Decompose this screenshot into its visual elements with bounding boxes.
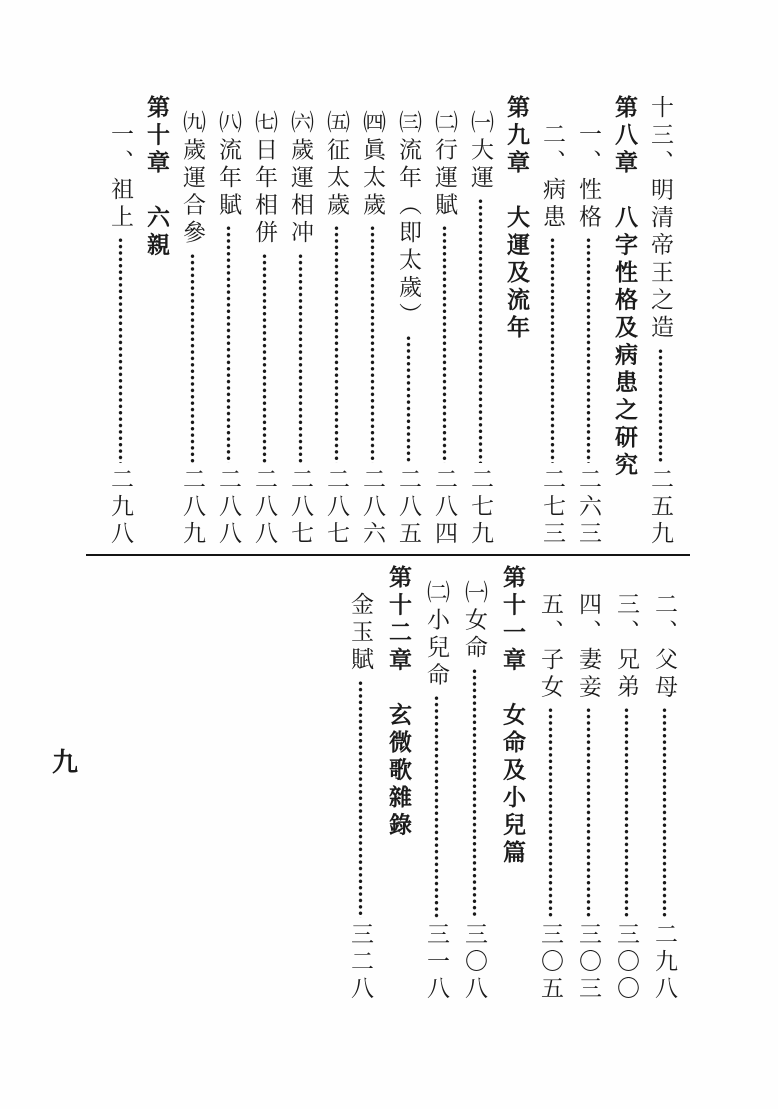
entry-page-number: 二五九 [648, 467, 673, 548]
toc-entry [539, 565, 562, 1003]
entry-label: ㈥歲運相冲 [288, 110, 313, 248]
entry-page-number: 二八六 [360, 467, 385, 548]
entry-label: 第八章 八字性格及病患之研究 [612, 95, 637, 480]
toc-entry [425, 565, 448, 1003]
entry-page-number: 二七三 [540, 467, 565, 548]
entry-page-number: 三〇五 [538, 922, 563, 1003]
toc-entry [653, 565, 676, 1003]
entry-label: 一、祖上 [108, 122, 133, 232]
leader-dots [472, 668, 477, 919]
entry-label: ㈦日年相併 [252, 110, 277, 248]
toc-chapter-heading [505, 95, 528, 548]
leader-dots [624, 707, 629, 918]
leader-dots [226, 225, 231, 463]
toc-entry [649, 95, 672, 548]
entry-label: 第十二章 玄微歌雜錄 [386, 565, 411, 840]
entry-label: ㈤征太歲 [324, 110, 349, 220]
toc-entry [541, 95, 564, 548]
entry-page-number: 三〇三 [576, 922, 601, 1003]
entry-page-number: 三二八 [348, 922, 373, 1003]
entry-label: 第九章 大運及流年 [504, 95, 529, 343]
entry-page-number: 三一八 [424, 922, 449, 1003]
toc-entry [253, 95, 276, 548]
leader-dots [478, 198, 483, 464]
leader-dots [658, 348, 663, 464]
toc-entry [349, 565, 372, 1003]
leader-dots [548, 707, 553, 918]
toc-entry [109, 95, 132, 548]
leader-dots [370, 225, 375, 463]
entry-page-number: 二九八 [108, 467, 133, 548]
leader-dots [662, 707, 667, 918]
toc-entry [325, 95, 348, 548]
entry-label: ㈡小兒命 [424, 580, 449, 690]
leader-dots [586, 237, 591, 463]
entry-label: 第十章 六親 [144, 95, 169, 260]
entry-label: ㈠女命 [462, 580, 487, 663]
toc-entry [361, 95, 384, 548]
leader-dots [550, 237, 555, 463]
entry-page-number: 三〇〇 [614, 922, 639, 1003]
toc-section-bottom [316, 565, 676, 1003]
leader-dots [190, 253, 195, 464]
toc-entry [397, 95, 420, 548]
toc-entry [577, 565, 600, 1003]
leader-dots [358, 680, 363, 919]
entry-label: ㈢流年（即太歲） [396, 110, 421, 330]
entry-label: ㈧流年賦 [216, 110, 241, 220]
entry-page-number: 二八七 [288, 467, 313, 548]
entry-label: ㈣眞太歲 [360, 110, 385, 220]
toc-entry [217, 95, 240, 548]
toc-entry [469, 95, 492, 548]
entry-page-number: 二八五 [396, 467, 421, 548]
entry-label: 三、兄弟 [614, 592, 639, 702]
entry-page-number: 二八四 [432, 467, 457, 548]
toc-entry [289, 95, 312, 548]
toc-entry [463, 565, 486, 1003]
entry-label: 四、妻妾 [576, 592, 601, 702]
entry-label: ㈡行運賦 [432, 110, 457, 220]
entry-page-number: 二八七 [324, 467, 349, 548]
leader-dots [118, 237, 123, 463]
entry-label: 二、病患 [540, 122, 565, 232]
toc-chapter-heading [145, 95, 168, 548]
entry-page-number: 三〇八 [462, 922, 487, 1003]
entry-label: ㈠大運 [468, 110, 493, 193]
entry-label: 五、子女 [538, 592, 563, 702]
toc-chapter-heading [613, 95, 636, 548]
page-folio-number: 九 [52, 748, 81, 777]
entry-page-number: 二六三 [576, 467, 601, 548]
section-divider [86, 554, 690, 556]
entry-page-number: 二八八 [252, 467, 277, 548]
entry-page-number: 二九八 [652, 922, 677, 1003]
entry-page-number: 二八八 [216, 467, 241, 548]
toc-entry [577, 95, 600, 548]
entry-page-number: 二八九 [180, 467, 205, 548]
entry-page-number: 二七九 [468, 467, 493, 548]
leader-dots [334, 225, 339, 463]
toc-chapter-heading [387, 565, 410, 1003]
toc-entry [433, 95, 456, 548]
toc-entry [181, 95, 204, 548]
leader-dots [406, 335, 411, 463]
leader-dots [262, 253, 267, 464]
entry-label: 金玉賦 [348, 592, 373, 675]
toc-entry [615, 565, 638, 1003]
leader-dots [298, 253, 303, 464]
leader-dots [442, 225, 447, 463]
entry-label: 第十一章 女命及小兒篇 [500, 565, 525, 868]
toc-section-top [72, 95, 672, 548]
toc-chapter-heading [501, 565, 524, 1003]
entry-label: 十三、明清帝王之造 [648, 95, 673, 343]
leader-dots [586, 707, 591, 918]
entry-label: 一、性格 [576, 122, 601, 232]
entry-label: ㈨歲運合參 [180, 110, 205, 248]
entry-label: 二、父母 [652, 592, 677, 702]
leader-dots [434, 695, 439, 918]
